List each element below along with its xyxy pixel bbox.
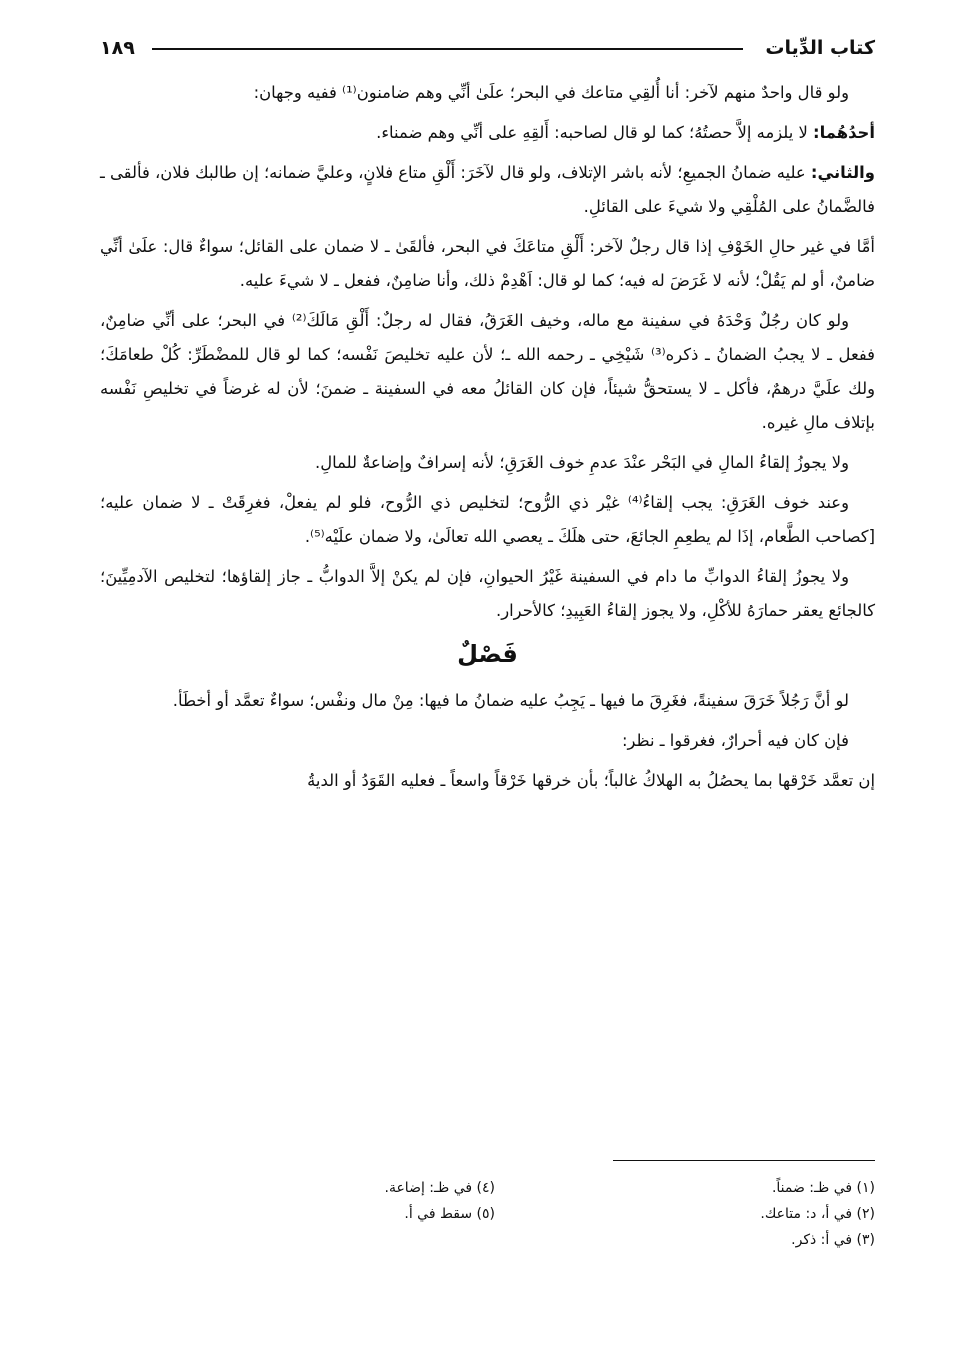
footnote-column-left — [115, 1175, 495, 1253]
footnote-5: (٥) سقط في أ. — [404, 1206, 495, 1222]
paragraph-5: ولو كان رجُلٌ وَحْدَهُ في سفينة مع ماله، وخيف الغَرَقُ، فقال له رجلٌ: أَلْقِ مَالَكَ⁽²⁾ في البحر؛ على أنِّي ضامِنٌ، ففعل ـ لا يجبُ الضمانُ ـ ذكره⁽³⁾ شَيْخِي ـ رحمه الله ـ؛ لأن عليه تخليصَ نَفْسه؛ كما لو قال للمضْطَرِّ: كُلْ طعامَكَ؛ ولك علَيَّ درهمٌ، فأكل ـ لا يستحقُّ شيئاً، فإن كان القائلُ معه في السفينة ـ ضمنَ؛ لأن له غرضاً في تخليصِ نَفْسه بإتلاف مالِ غيره. — [100, 311, 875, 432]
footnote-rule — [613, 1160, 875, 1161]
footnote-2: (٢) في أ، د: متاعك. — [760, 1206, 875, 1222]
footnote-4: (٤) في ظـ: إضاعة. — [384, 1180, 495, 1196]
section-paragraph-3: إن تعمَّد خَرْقها بما يحصُلُ به الهلاكُ غالباً؛ بأن خرقها خَرْقاً واسعاً ـ فعليه القَوَدُ أو الديةُ — [307, 771, 875, 790]
paragraph-lead: أحدُهُما: — [813, 123, 875, 142]
paragraph-7: وعند خوف الغَرَقِ: يجب إلقاءُ⁽⁴⁾ غيْر ذي الرُّوح؛ لتخليص ذي الرُّوح، فلو لم يفعلْ، فغرِقَتْ ـ لا ضمان عليه؛ [كصاحب الطَّعام، إذَا لم يطعِمِ الجائعَ، حتى هلَكَ ـ يعصي الله تعالَىٰ، ولا ضمان علَيْه⁽⁵⁾. — [100, 493, 875, 546]
book-page — [100, 30, 875, 1340]
section-paragraph-1: لو أنَّ رَجُلاً خَرَقَ سفينةً، فغَرِقَ ما فيها ـ يَجِبُ عليه ضمانُ ما فيها: مِنْ مال ونفْس؛ سواءٌ تعمَّد أو أخطَأ. — [172, 691, 849, 710]
section-paragraph-2: فإن كان فيه أحرارٌ، فغرقوا ـ نظر: — [621, 731, 849, 750]
chapter-title: كتاب الدِّيات — [755, 37, 875, 59]
footnote-3: (٣) في أ: ذكر. — [791, 1232, 875, 1248]
section-heading: فَصْلٌ — [457, 640, 518, 668]
footnote-column-right — [495, 1175, 875, 1253]
footnotes — [100, 1160, 875, 1253]
paragraph-lead: والثاني: — [810, 163, 875, 182]
paragraph-6: ولا يجوزُ إلقاءُ المالِ في البَحْر عنْدَ عدمِ خوف الغَرَقِ؛ لأنه إسرافٌ وإضاعةٌ للمالِ. — [314, 453, 849, 472]
page-number: ١٨٩ — [100, 37, 145, 59]
main-text — [100, 76, 875, 798]
footnote-1: (١) في ظـ: ضمناً. — [771, 1180, 875, 1196]
footnote-columns — [100, 1175, 875, 1253]
running-header — [100, 30, 875, 66]
paragraph-3: والثاني: عليه ضمانُ الجميعِ؛ لأنه باشر الإتلاف، ولو قال لآخَرَ: أَلْقِ متاع فلانٍ، وعليَّ ضمانه؛ إن طالبك فلان، فألقى ـ فالضَّمانُ على المُلْقِي ولا شيءَ على القائلِ. — [100, 163, 875, 216]
header-rule — [152, 48, 743, 50]
paragraph-4: أمَّا في غير حالِ الخَوْفِ إذا قال رجلٌ لآخر: أَلْقِ متاعَكَ في البحر، فألقَىٰ ـ لا ضمان على القائل؛ سواءٌ قال: علَىٰ أنِّي ضامنٌ، أو لم يَقُلْ؛ لأنه لا غَرَضَ له فيه؛ كما لو قال: اَهْدِمْ ذلك، وأنا ضامِنٌ، ففعل ـ لا شيءَ عليه. — [100, 237, 875, 290]
paragraph-1: ولو قال واحدٌ منهم لآخر: أنا أُلقِي متاعك في البحر؛ علَىٰ أنِّي وهم ضامنون⁽¹⁾ ففيه وجهان: — [253, 83, 849, 102]
paragraph-8: ولا يجوزُ إلقاءُ الدوابِّ ما دام في السفينة غَيْرُ الحيوانِ، فإن لم يكنْ إلاَّ الدوابُّ ـ جاز إلقاؤها؛ لتخليص الآدمِيِّينَ؛ كالجائع يعقر حمارَهُ للأكْلِ، ولا يجوز إلقاءُ العَبِيدِ؛ كالأحرار. — [100, 567, 875, 620]
paragraph-2: أحدُهُما: لا يلزمه إلاَّ حصتُهُ؛ كما لو قال لصاحبه: أَلقِهِ على أنِّي وهم ضمناء. — [376, 123, 875, 142]
